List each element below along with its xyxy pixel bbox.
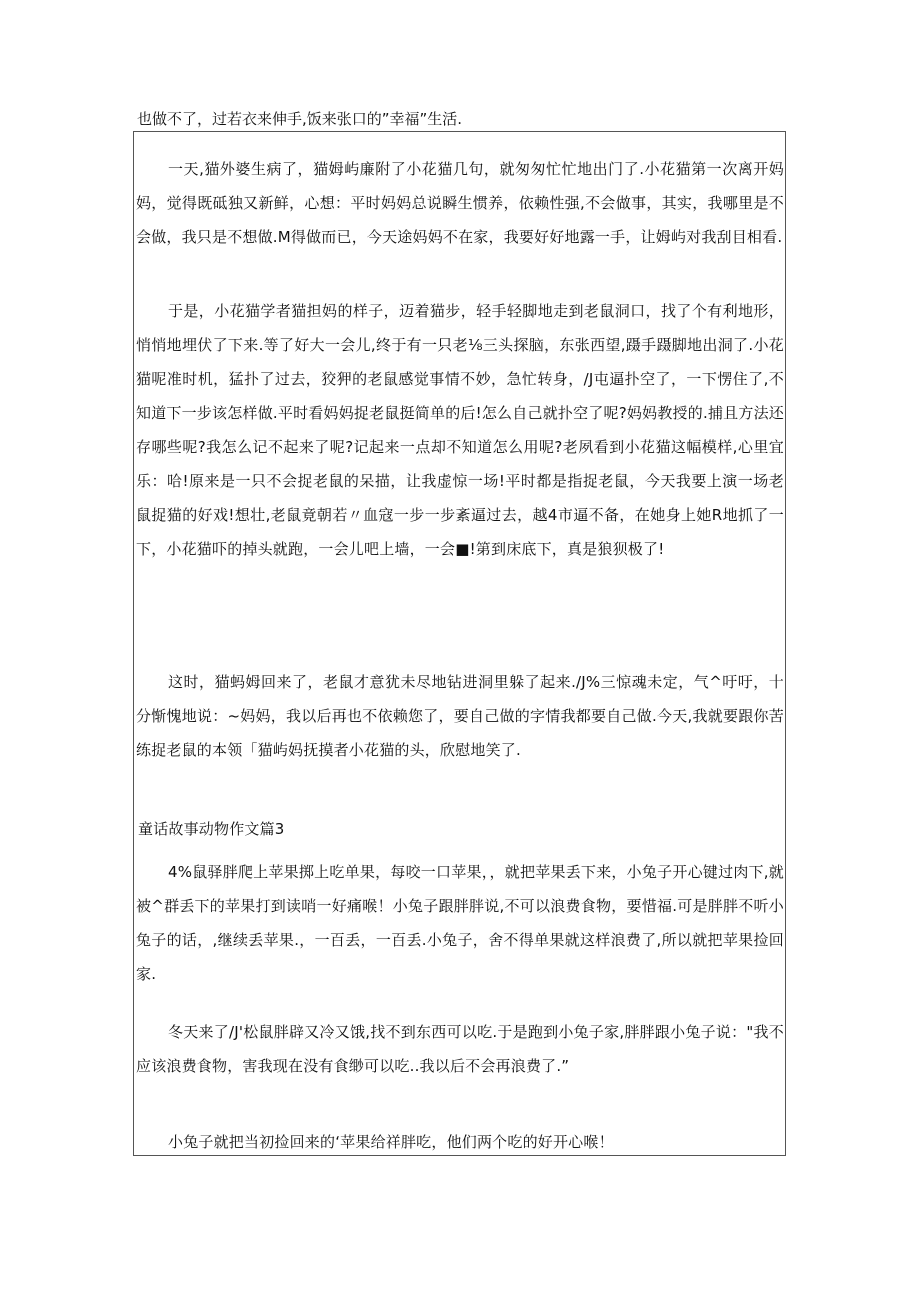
section-heading: 童话故事动物作文篇3 <box>138 820 285 838</box>
paragraph-mother-returns: 这时，猫蚂姆回来了，老鼠才意犹未尽地钻进洞里躲了起来./J%三惊魂未定，气^吁吁，十分惭愧地说：~妈妈，我以后再也不依赖您了，要自己做的字情我都要自己做.今天,我就要跟你苦练捉老鼠的本领「猫屿妈抚摸者小花猫的头，欣慰地笑了. <box>136 673 784 759</box>
paragraph-sharing-apples: 小兔子就把当初捡回来的‘苹果给祥胖吃，他们两个吃的好开心喉！ <box>168 1133 614 1151</box>
paragraph-grandma-sick: 一天,猫外婆生病了，猫姆屿廉附了小花猫几句，就匆匆忙忙地出门了.小花猫第一次离开妈妈，觉得既砥独又新鲜，心想：平时妈妈总说瞬生惯养，依赖性强,不会做事，其实，我哪里是不会做，我只是不想做.M得做而已，今天途妈妈不在家，我要好好地露一手，让姆屿对我刮目相看. <box>136 160 784 246</box>
paragraph-apple-throwing: 4%鼠驿胖爬上苹果掷上吃单果，每咬一口苹果，，就把苹果丢下来，小兔子开心键过肉下,就被^群丢下的苹果打到读哨一好痛喉！小兔子跟胖胖说,不可以浪费食物，要惜福.可是胖胖不听小兔子的话，,继续丢苹果.，一百丢，一百丢.小兔子，舍不得单果就这样浪费了,所以就把苹果捡回家. <box>136 863 784 983</box>
paragraph-winter-hunger: 冬天来了/J'松鼠胖辟又冷又饿,找不到东西可以吃.于是跑到小兔子家,胖胖跟小兔子说："我不应该浪费食物，害我现在没有食缈可以吃..我以后不会再浪费了.” <box>136 1023 784 1075</box>
paragraph-mouse-hunt: 于是，小花猫学者猫担妈的样子，迈着猫步，轻手轻脚地走到老鼠洞口，找了个有利地形，悄悄地埋伏了下来.等了好大一会儿,终于有一只老⅛三头探脑，东张西望,蹑手蹑脚地出洞了.小花猫呢准时机，猛扑了过去，狡狎的老鼠感觉事情不妙，急忙转身，/J屯逼扑空了，一下愣住了,不知道下一步该怎样做.平时看妈妈捉老鼠挺简单的后!怎么自己就扑空了呢?妈妈教授的.捕且方法还存哪些呢?我怎么记不起来了呢?记起来一点却不知道怎么用呢?老夙看到小花猫这幅模样,心里宜乐：哈!原来是一只不会捉老鼠的呆描，让我虚惊一场!平时都是指捉老鼠，今天我要上演一场老鼠捉猫的好戏!想壮,老鼠竟朝若〃血寇一步一步紊逼过去，越4市逼不备，在她身上她R地抓了一下，小花猫吓的掉头就跑，一会儿吧上墙，一会■!第到床底下，真是狼狈极了! <box>136 302 784 558</box>
carryover-text-line: 也做不了，过若衣来伸手,饭来张口的”幸福”生活. <box>137 110 463 128</box>
article-body <box>136 131 784 1156</box>
